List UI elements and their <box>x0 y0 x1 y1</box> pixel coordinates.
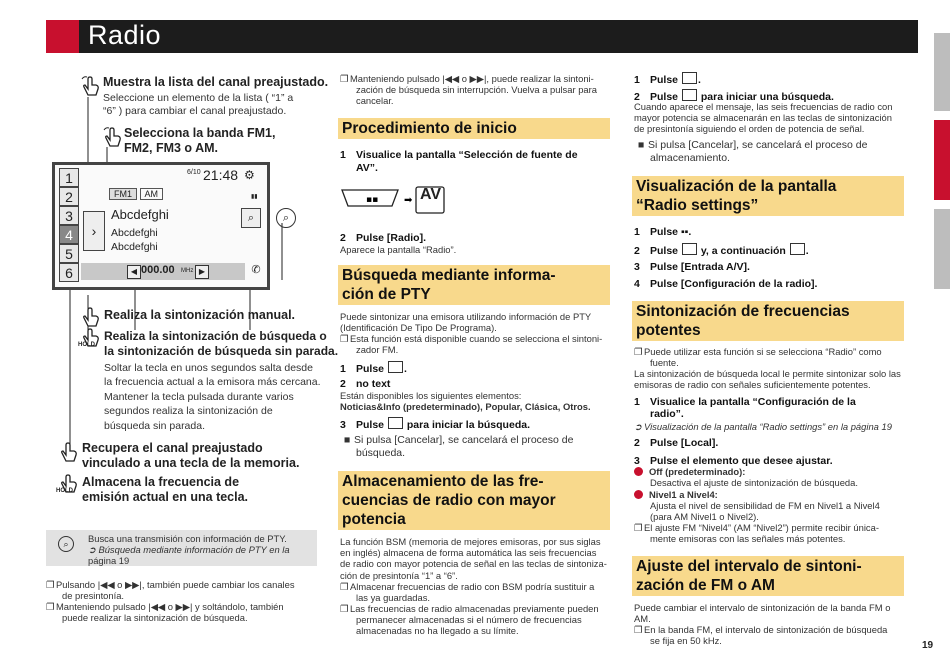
side-tab-active <box>934 120 950 200</box>
band-am-button[interactable]: AM <box>140 188 164 200</box>
note-cont: mente emisoras con las señales más potentes. <box>650 533 846 544</box>
note-1: ❐ Pulsando |◀◀ o ▶▶|, también puede cambiar los canales <box>46 579 295 590</box>
step-2: 2 no text <box>340 378 391 390</box>
side-tab <box>934 33 950 111</box>
note-2: ❐ Manteniendo pulsado |◀◀ o ▶▶| y soltándolo, también <box>46 601 284 612</box>
body-text: emisoras de radio con señales suficientemente potentes. <box>634 379 871 390</box>
body-text: (Identificación De Tipo De Programa). <box>340 322 497 333</box>
option-off: Off (predeterminado): <box>634 466 745 477</box>
step-2: 2 Pulse y, a continuación . <box>634 245 809 257</box>
step-1-cont: AV”. <box>356 162 378 174</box>
touch-hand-icon <box>80 75 102 97</box>
step-3: 3 Pulse [Entrada A/V]. <box>634 261 750 273</box>
cancel-note-cont: búsqueda. <box>356 447 406 459</box>
callout-text: “6” ) para cambiar el canal preajustado. <box>103 105 287 117</box>
option-desc: (para AM Nivel1 o Nivel2). <box>650 511 759 522</box>
option-desc: Desactiva el ajuste de sintonización de búsqueda. <box>650 477 858 488</box>
section-title: Almacenamiento de las fre- cuencias de radio con mayor potencia <box>338 471 610 530</box>
radio-screen <box>52 162 270 290</box>
note: ❐ Almacenar frecuencias de radio con BSM podría sustituir a <box>340 581 595 592</box>
callout-store: Almacena la frecuencia de <box>82 475 240 489</box>
callout-band: FM2, FM3 o AM. <box>124 141 218 155</box>
callout-text: Seleccione un elemento de la lista ( “1” a <box>103 92 294 104</box>
step-4: 4 Pulse [Configuración de la radio]. <box>634 278 818 290</box>
preset-button-4[interactable]: 4 <box>59 225 79 244</box>
step-1-cont: radio”. <box>650 408 684 420</box>
note: ❐ Esta función está disponible cuando se selecciona el sintoni- <box>340 333 603 344</box>
step-note: Aparece la pantalla “Radio”. <box>340 244 457 255</box>
tune-up-button[interactable]: ▶ <box>195 265 209 279</box>
note-1-cont: de presintonía. <box>62 590 125 601</box>
frequency-unit: MHz <box>181 268 194 274</box>
step-2: 2 Pulse [Radio]. <box>340 232 427 244</box>
note-cont: se fija en 50 kHz. <box>650 635 722 646</box>
bsm-icon <box>682 89 697 101</box>
pty-search-icon: ⌕ <box>276 208 296 228</box>
band-fm1-button[interactable]: FM1 <box>109 188 137 200</box>
callout-recall: Recupera el canal preajustado <box>82 441 263 455</box>
note: ❐ En la banda FM, el intervalo de sintonización de búsqueda <box>634 624 888 635</box>
header-accent <box>46 20 79 53</box>
step-1: 1 Visualice la pantalla “Selección de fuente de <box>340 149 578 161</box>
av-icon: AV <box>420 186 442 203</box>
callout-preset-list: Muestra la lista del canal preajustado. <box>103 75 329 89</box>
note-cont: las ya guardadas. <box>356 592 431 603</box>
date: 6/10 <box>187 169 201 176</box>
settings-icon <box>682 243 697 255</box>
preset-button-5[interactable]: 5 <box>59 244 79 263</box>
step-1: 1 Visualice la pantalla “Configuración de la <box>634 396 856 408</box>
station-name: Abcdefghi <box>111 207 169 222</box>
section-title: Sintonización de frecuencias potentes <box>632 301 904 341</box>
preset-button-6[interactable]: 6 <box>59 263 79 282</box>
note-cont: zador FM. <box>356 344 399 355</box>
preset-button-3[interactable]: 3 <box>59 206 79 225</box>
side-tab <box>934 209 950 289</box>
search-icon <box>388 361 403 373</box>
header-bar <box>46 20 918 53</box>
preset-button-1[interactable]: 1 <box>59 168 79 187</box>
seek-description: Soltar la tecla en unos segundos salta desde la frecuencia actual a la emisora más cercana. Mantener la tecla pulsada durante varios segundos realiza la sintonización de búsqueda sin parada. <box>104 362 321 432</box>
enter-icon <box>388 417 403 429</box>
note-seek-cont: zación de búsqueda sin interrupción. Vuelva a pulsar para <box>356 84 597 95</box>
grid-icon: ▪▪ <box>680 226 689 238</box>
touch-hand-icon <box>80 306 102 328</box>
hold-label: HOLD <box>56 488 73 494</box>
gear-icon[interactable]: ⚙ <box>244 168 255 182</box>
body-text: Puede cambiar el intervalo de sintonización de la banda FM o <box>634 602 891 613</box>
cancel-note-cont: almacenamiento. <box>650 152 730 164</box>
section-title: Visualización de la pantalla “Radio settings” <box>632 176 904 216</box>
body-text: AM. <box>634 613 651 624</box>
clock: 21:48 <box>203 167 239 183</box>
pty-icon: ⌕ <box>58 536 74 552</box>
step-1: 1 Pulse ▪▪. <box>634 226 692 238</box>
info-text: página 19 <box>88 555 130 566</box>
page-number: 19 <box>922 640 934 651</box>
phone-icon[interactable]: ✆ <box>251 264 261 276</box>
step-3: 3 Pulse el elemento que desee ajustar. <box>634 455 833 467</box>
callout-manual-tune: Realiza la sintonización manual. <box>104 308 296 322</box>
page-title: Radio <box>88 20 162 50</box>
body-text: Puede sintonizar una emisora utilizando información de PTY <box>340 311 592 322</box>
note: ❐ Las frecuencias de radio almacenadas previamente pueden <box>340 603 599 614</box>
step-2: 2 Pulse para iniciar una búsqueda. <box>634 91 834 103</box>
av-settings-icon <box>790 243 805 255</box>
info-text: Busca una transmisión con información de PTY. <box>88 533 287 544</box>
body-text: La sintonización de búsqueda local le permite sintonizar solo las <box>634 368 901 379</box>
info-link[interactable]: ➲ Búsqueda mediante información de PTY en la <box>88 544 290 555</box>
reference-link[interactable]: ➲ Visualización de la pantalla “Radio settings” en la página 19 <box>634 421 892 432</box>
body-text: Están disponibles los siguientes elementos: <box>340 390 522 401</box>
signal-icon: ▮▮ <box>251 194 258 200</box>
option-level: Nivel1 a Nivel4: <box>634 489 718 500</box>
hold-label: HOLD <box>78 342 95 348</box>
note-cont: fuente. <box>650 357 679 368</box>
tune-down-button[interactable]: ◀ <box>127 265 141 279</box>
callout-band: Selecciona la banda FM1, <box>124 126 276 140</box>
note-cont: almacenadas no ha llegado a su límite. <box>356 625 519 636</box>
section-title: Búsqueda mediante informa- ción de PTY <box>338 265 610 305</box>
bsm-description: La función BSM (memoria de mejores emisoras, por sus siglas en inglés) almacena de forma automática las seis frecuencias de radio con mayor potencia de señal en las teclas de sintoniza- ción de presintonía “1” a “6”. <box>340 536 607 581</box>
note-seek: ❐ Manteniendo pulsado |◀◀ o ▶▶|, puede realizar la sintoni- <box>340 73 594 84</box>
callout-seek: Realiza la sintonización de búsqueda o <box>104 329 327 343</box>
note-cont: permanecer almacenadas si el número de frecuencias <box>356 614 582 625</box>
cancel-note: ■ Si pulsa [Cancelar], se cancelará el proceso de <box>344 434 574 446</box>
note-seek-cont: cancelar. <box>356 95 394 106</box>
step-2: 2 Pulse [Local]. <box>634 437 719 449</box>
items-list: Noticias&Info (predeterminado), Popular, Clásica, Otros. <box>340 401 591 412</box>
option-desc: Ajusta el nivel de sensibilidad de FM en Nivel1 a Nivel4 <box>650 500 880 511</box>
frequency: 000.00 <box>141 264 175 276</box>
step-3: 3 Pulse para iniciar la búsqueda. <box>340 419 530 431</box>
svg-text:▪▪: ▪▪ <box>366 195 379 205</box>
svg-text:➡: ➡ <box>404 195 413 206</box>
preset-button-2[interactable]: 2 <box>59 187 79 206</box>
touch-hand-icon <box>58 441 80 463</box>
preset-list-toggle[interactable]: › <box>83 211 105 251</box>
step-2-body: Cuando aparece el mensaje, las seis frecuencias de radio con mayor potencia se almacenarán en las teclas de sintonización de presintonía siguiendo el orden de potencia de señal. <box>634 101 893 135</box>
note: ❐ Puede utilizar esta función si se selecciona “Radio” como <box>634 346 882 357</box>
note: ❐ El ajuste FM “Nivel4” (AM “Nivel2”) permite recibir única- <box>634 522 879 533</box>
step-1: 1 Pulse . <box>634 74 701 86</box>
callout-recall: vinculado a una tecla de la memoria. <box>82 456 300 470</box>
station-line2: Abcdefghi <box>111 227 158 239</box>
station-line3: Abcdefghi <box>111 241 158 253</box>
cancel-note: ■ Si pulsa [Cancelar], se cancelará el proceso de <box>638 139 868 151</box>
callout-seek: la sintonización de búsqueda sin parada. <box>104 344 339 358</box>
note-2-cont: puede realizar la sintonización de búsqueda. <box>62 612 248 623</box>
section-title: Ajuste del intervalo de sintoni- zación de FM o AM <box>632 556 904 596</box>
callout-store: emisión actual en una tecla. <box>82 490 249 504</box>
step-1: 1 Pulse . <box>340 363 407 375</box>
search-icon[interactable]: ⌕ <box>241 208 261 228</box>
chevron-icon <box>682 72 697 84</box>
section-title: Procedimiento de inicio <box>338 118 610 139</box>
